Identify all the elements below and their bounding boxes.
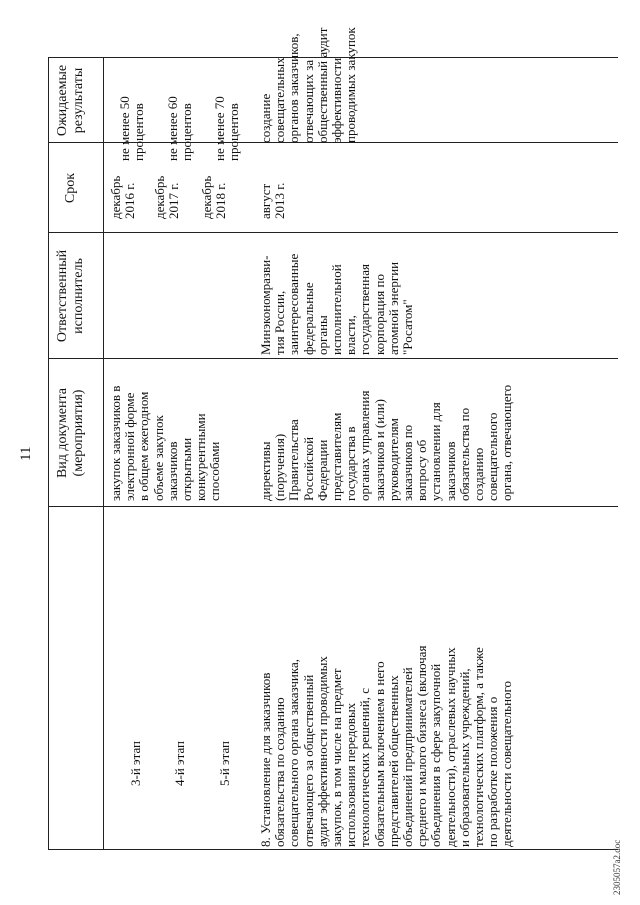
stage-3-term: декабрь 2016 г. bbox=[108, 175, 138, 219]
header-separator bbox=[103, 58, 104, 850]
item-8-result: создание совещательных органов заказчиков, отвечающих за общественный аудит эффективности проводимых закупок bbox=[258, 27, 359, 143]
header-doc-type: Вид документа (мероприятия) bbox=[55, 387, 86, 479]
header-results: Ожидаемые результаты bbox=[55, 64, 86, 137]
stage-4-label: 4-й этап bbox=[172, 740, 187, 786]
stage-5-result: не менее 70 процентов bbox=[212, 96, 242, 161]
item-8-term: август 2013 г. bbox=[258, 182, 288, 219]
header-executor: Ответственный исполнитель bbox=[55, 249, 86, 343]
header-term: Срок bbox=[63, 172, 78, 204]
item-8-executor: Минэкономразви- тия России, заинтересованные федеральные органы исполнительной власти, государственная корпорация по атомной энергии "Росатом" bbox=[258, 253, 416, 355]
stage-3-label: 3-й этап bbox=[128, 740, 143, 786]
table-border-left bbox=[48, 849, 618, 850]
table-border-top bbox=[48, 58, 49, 850]
stage-3-result: не менее 50 процентов bbox=[117, 96, 147, 161]
measures-table bbox=[48, 27, 618, 850]
item-8-title: 8. Установление для заказчиков обязательства по созданию совещательного органа заказчика, отвечающего за общественный аудит эффективности проводимых закупок, в том числе на предмет использования передовых технологических решений, с обязательным включением в него представителей общественных объединений предпринимателей среднего и малого бизнеса (включая объединения в сфере закупочной деятельности), отраслевых научных и образовательных учреждений, технологических платформ, а также по разработке положения о деятельности совещательного bbox=[258, 645, 515, 847]
stage-4-result: не менее 60 процентов bbox=[165, 96, 195, 161]
stage-5-label: 5-й этап bbox=[217, 740, 232, 786]
page-number: 11 bbox=[18, 446, 34, 461]
stages-doc-description: закупок заказчиков в электронной форме в общем ежегодном объеме закупок заказчиков открытыми конкурентными способами bbox=[108, 385, 223, 501]
item-8-doc-type: директивы (поручения) Правительства Российской Федерации представителям государства в органах управления заказчиков и (или) руководителям заказчиков по вопросу об установлении для заказчиков обязательства по созданию совещательного органа, отвечающего bbox=[258, 384, 515, 501]
stage-4-term: декабрь 2017 г. bbox=[152, 175, 182, 219]
stage-5-term: декабрь 2018 г. bbox=[199, 175, 229, 219]
file-footer: 2305057а2.doc bbox=[612, 839, 622, 895]
